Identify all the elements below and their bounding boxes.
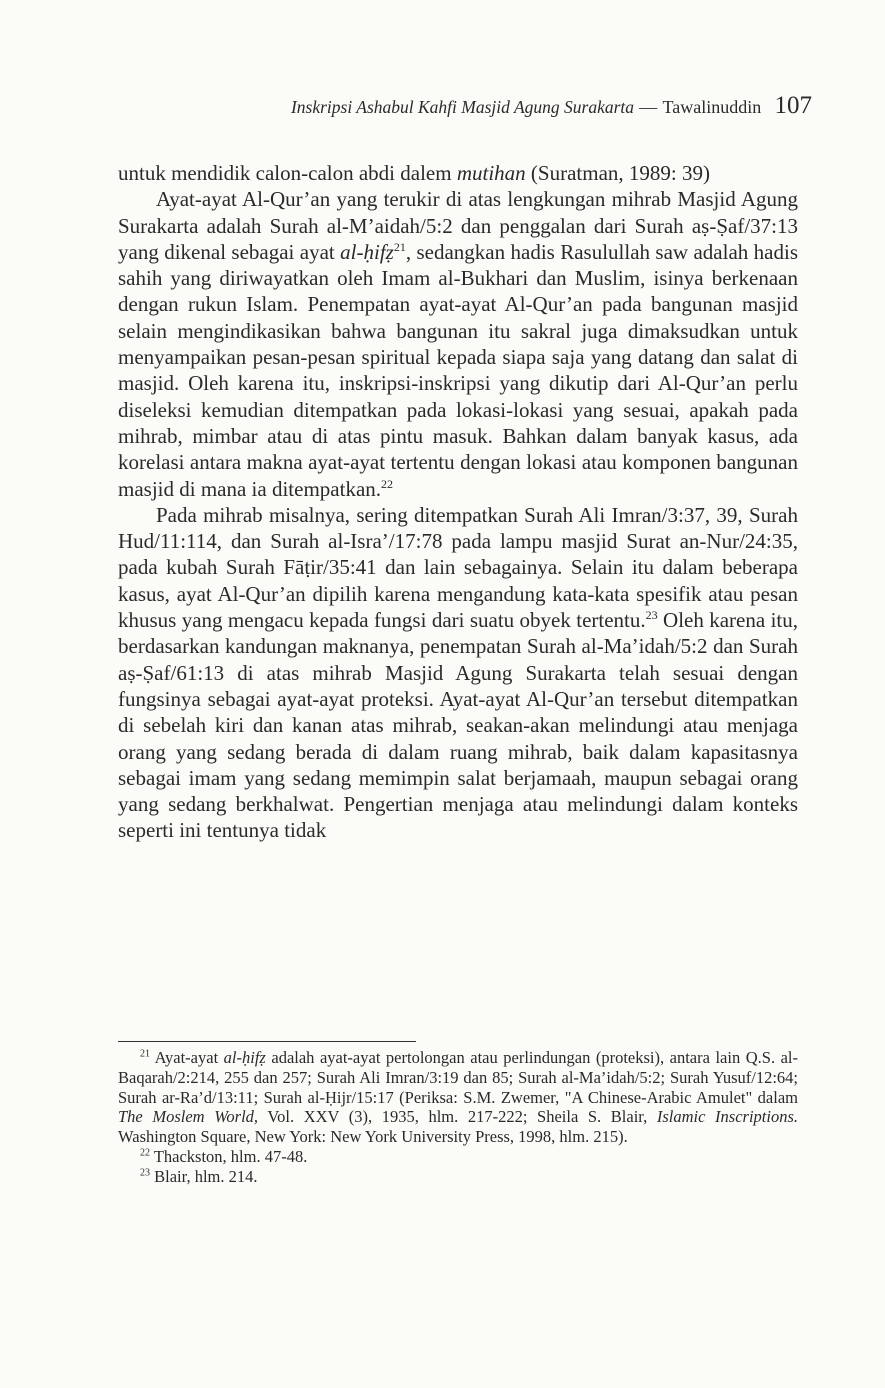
running-head-author: Tawalinuddin	[662, 97, 762, 117]
footnote-21-italic: al-ḥifẓ	[223, 1048, 266, 1067]
footnote-21-italic-2: The Moslem World,	[118, 1107, 259, 1127]
footnote-21-text-b: adalah ayat-ayat pertolongan atau perlindungan (proteksi), antara lain Q.S. al-Baqarah/2:214, 255 dan 257; Surah Ali Imran/3:19 dan 85; Surah al-Ma’idah/5:2; Surah Yusuf/12:64; Surah ar-Ra’d/13:11; Surah al-Ḥijr/15:17 (Periksa: S.M. Zwemer, "A Chinese-Arabic Amulet" dalam	[118, 1048, 798, 1107]
footnotes	[118, 1048, 798, 1187]
footnote-21	[118, 1048, 798, 1147]
paragraph-2-text-b: , sedangkan hadis Rasulullah saw adalah hadis sahih yang diriwayatkan oleh Imam al-Bukhari dan Muslim, isinya berkenaan dengan rukun Islam. Penempatan ayat-ayat Al-Qur’an pada bangunan masjid selain mengindikasikan bahwa bangunan itu sakral juga dimaksudkan untuk menyampaikan pesan-pesan spiritual kepada siapa saja yang datang dan salat di masjid. Oleh karena itu, inskripsi-inskripsi yang dikutip dari Al-Qur’an perlu diseleksi kemudian ditempatkan pada lokasi-lokasi yang sesuai, apakah pada mihrab, mimbar atau di atas pintu masuk. Bahkan dalam banyak kasus, ada korelasi antara makna ayat-ayat tertentu dengan lokasi atau komponen bangunan masjid di mana ia ditempatkan.	[118, 239, 799, 501]
paragraph-3-text-b: Oleh karena itu, berdasarkan kandungan maknanya, penempatan Surah al-Ma’idah/5:2 dan Surah aṣ-Ṣaf/61:13 di atas mihrab Masjid Agung Surakarta telah sesuai dengan fungsinya sebagai ayat-ayat proteksi. Ayat-ayat Al-Qur’an tersebut ditempatkan di sebelah kiri dan kanan atas mihrab, seakan-akan melindungi atau menjaga orang yang sedang berada di dalam ruang mihrab, baik dalam kapasitasnya sebagai imam yang sedang memimpin salat berjamaah, maupun sebagai orang yang sedang berkhalwat. Pengertian menjaga atau melindungi dalam konteks seperti ini tentunya tidak	[118, 608, 798, 843]
footnote-separator	[118, 1041, 416, 1042]
paragraph-3-text-a: Pada mihrab misalnya, sering ditempatkan Surah Ali Imran/3:37, 39, Surah Hud/11:114, dan Surah al-Isra’/17:78 pada lampu masjid Surat an-Nur/24:35, pada kubah Surah Fāṭir/35:41 dan lain sebagainya. Selain itu dalam beberapa kasus, ayat Al-Qur’an dipilih karena mengandung kata-kata spesifik atau pesan khusus yang mengacu kepada fungsi dari suatu obyek tertentu.	[118, 502, 798, 633]
running-head-title: Inskripsi Ashabul Kahfi Masjid Agung Surakarta	[290, 97, 635, 117]
footnote-23	[118, 1167, 798, 1187]
page-number: 107	[774, 92, 812, 119]
footnote-21-italic-3: Islamic Inscriptions.	[656, 1107, 798, 1127]
paragraph-1	[118, 160, 798, 186]
footnote-21-text-a: Ayat-ayat	[150, 1048, 224, 1067]
footnote-22-number: 22	[140, 1147, 150, 1159]
footnote-ref-21[interactable]: 21	[393, 239, 406, 254]
footnote-23-text: Blair, hlm. 214.	[150, 1166, 258, 1186]
footnote-23-number: 23	[140, 1167, 150, 1179]
paragraph-1-italic: mutihan	[456, 161, 526, 185]
footnote-21-number: 21	[140, 1048, 150, 1060]
paragraph-2-italic: al-ḥifẓ	[340, 239, 394, 264]
running-head	[200, 92, 812, 120]
paragraph-1-text: untuk mendidik calon-calon abdi dalem	[118, 161, 457, 185]
footnote-22-text: Thackston, hlm. 47-48.	[150, 1146, 308, 1166]
paragraph-2-text-a: Ayat-ayat Al-Qur’an yang terukir di atas lengkungan mihrab Masjid Agung Surakarta adalah Surah al-M’aidah/5:2 dan penggalan dari Surah aṣ-Ṣaf/37:13 yang dikenal sebagai ayat	[118, 187, 798, 264]
footnote-ref-22[interactable]: 22	[381, 476, 394, 491]
footnote-ref-23[interactable]: 23	[645, 608, 658, 623]
paragraph-3	[118, 502, 798, 844]
footnote-21-text-c: Vol. XXV (3), 1935, hlm. 217-222; Sheila S. Blair,	[258, 1107, 657, 1127]
running-head-dash: —	[639, 97, 658, 117]
paragraph-1-end: (Suratman, 1989: 39)	[525, 161, 710, 185]
paragraph-2	[118, 186, 798, 502]
footnote-22	[118, 1147, 798, 1167]
body-text	[118, 160, 798, 844]
footnote-21-text-d: Washington Square, New York: New York University Press, 1998, hlm. 215).	[118, 1127, 628, 1147]
